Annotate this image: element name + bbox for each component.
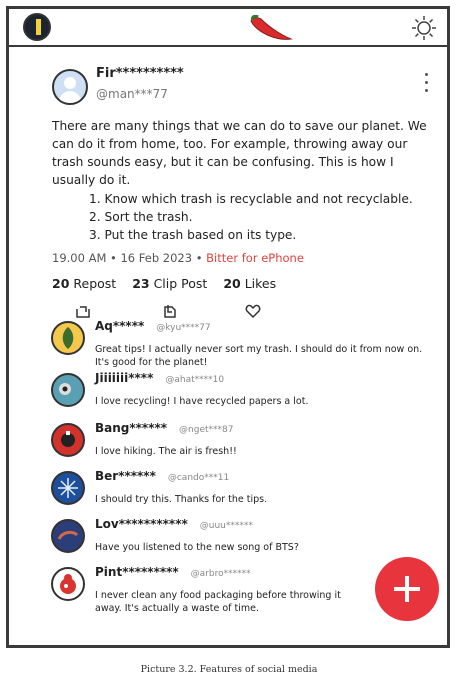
post-date: 16 Feb 2023 xyxy=(120,251,193,265)
phone-frame xyxy=(6,6,450,648)
avatar[interactable] xyxy=(51,519,85,553)
profile-avatar-icon[interactable] xyxy=(23,13,51,41)
top-bar xyxy=(9,9,447,47)
repost-icon[interactable] xyxy=(75,303,91,319)
chili-pepper-icon xyxy=(247,15,293,45)
list-item: 3. Put the trash based on its type. xyxy=(89,228,297,242)
post-avatar[interactable] xyxy=(52,69,88,105)
comment-handle: @kyu****77 xyxy=(156,323,211,333)
separator-dot: • xyxy=(110,251,121,265)
repost-count: 20 xyxy=(52,276,70,291)
comment-author[interactable]: Ber****** xyxy=(95,469,156,483)
list-item: 1. Know which trash is recyclable and not recyclable. xyxy=(89,192,413,206)
comment-handle: @ahat****10 xyxy=(165,375,225,385)
like-label[interactable]: Likes xyxy=(244,276,277,291)
clip-label[interactable]: Clip Post xyxy=(153,276,208,291)
comment-handle: @arbro****** xyxy=(190,569,251,579)
comment-text: Have you listened to the new song of BTS? xyxy=(95,542,299,553)
avatar[interactable] xyxy=(51,373,85,407)
comment-handle: @cando***11 xyxy=(167,473,230,483)
heart-icon[interactable] xyxy=(245,303,261,319)
comment-text: I love recycling! I have recycled papers a lot. xyxy=(95,396,309,407)
comment-author[interactable]: Bang****** xyxy=(95,421,168,435)
comment-handle: @uuu****** xyxy=(199,521,253,531)
post-steps-list xyxy=(89,190,413,244)
add-post-button[interactable] xyxy=(375,557,439,621)
list-item: 2. Sort the trash. xyxy=(89,210,193,224)
post-stats xyxy=(52,276,276,291)
post-time: 19.00 AM xyxy=(52,251,107,265)
post-source[interactable]: Bitter for ePhone xyxy=(206,251,304,265)
post-author-handle[interactable]: @man***77 xyxy=(96,87,168,101)
repost-label[interactable]: Repost xyxy=(73,276,117,291)
comment-handle: @nget***87 xyxy=(179,425,234,435)
avatar[interactable] xyxy=(51,567,85,601)
comment-author[interactable]: Pint********* xyxy=(95,565,179,579)
comment-author[interactable]: Jiiiiiii**** xyxy=(95,371,154,385)
avatar[interactable] xyxy=(51,423,85,457)
comment-text: I should try this. Thanks for the tips. xyxy=(95,494,268,505)
more-options-icon[interactable] xyxy=(425,73,429,97)
separator-dot: • xyxy=(195,251,207,265)
comment-text: I love hiking. The air is fresh!! xyxy=(95,446,237,457)
clip-count: 23 xyxy=(132,276,150,291)
post-author-name[interactable]: Fir********** xyxy=(96,66,184,81)
comment-author[interactable]: Lov*********** xyxy=(95,517,188,531)
like-count: 20 xyxy=(223,276,241,291)
figure-caption: Picture 3.2. Features of social media xyxy=(140,664,318,675)
sun-icon[interactable] xyxy=(411,15,437,41)
comment-text: I never clean any food packaging before throwing it away. It's actually a waste of time. xyxy=(95,590,341,614)
avatar[interactable] xyxy=(51,471,85,505)
post-body: There are many things that we can do to save our planet. We can do it from home, too. For example, throwing away our trash sounds easy, but it can be confusing. This is how I usually do it. xyxy=(52,119,427,187)
clip-icon[interactable] xyxy=(162,303,178,319)
comment-author[interactable]: Aq***** xyxy=(95,319,145,333)
avatar[interactable] xyxy=(51,321,85,355)
comment-text: Great tips! I actually never sort my trash. I should do it from now on. It's good for the planet! xyxy=(95,344,423,368)
post-meta xyxy=(52,251,304,265)
